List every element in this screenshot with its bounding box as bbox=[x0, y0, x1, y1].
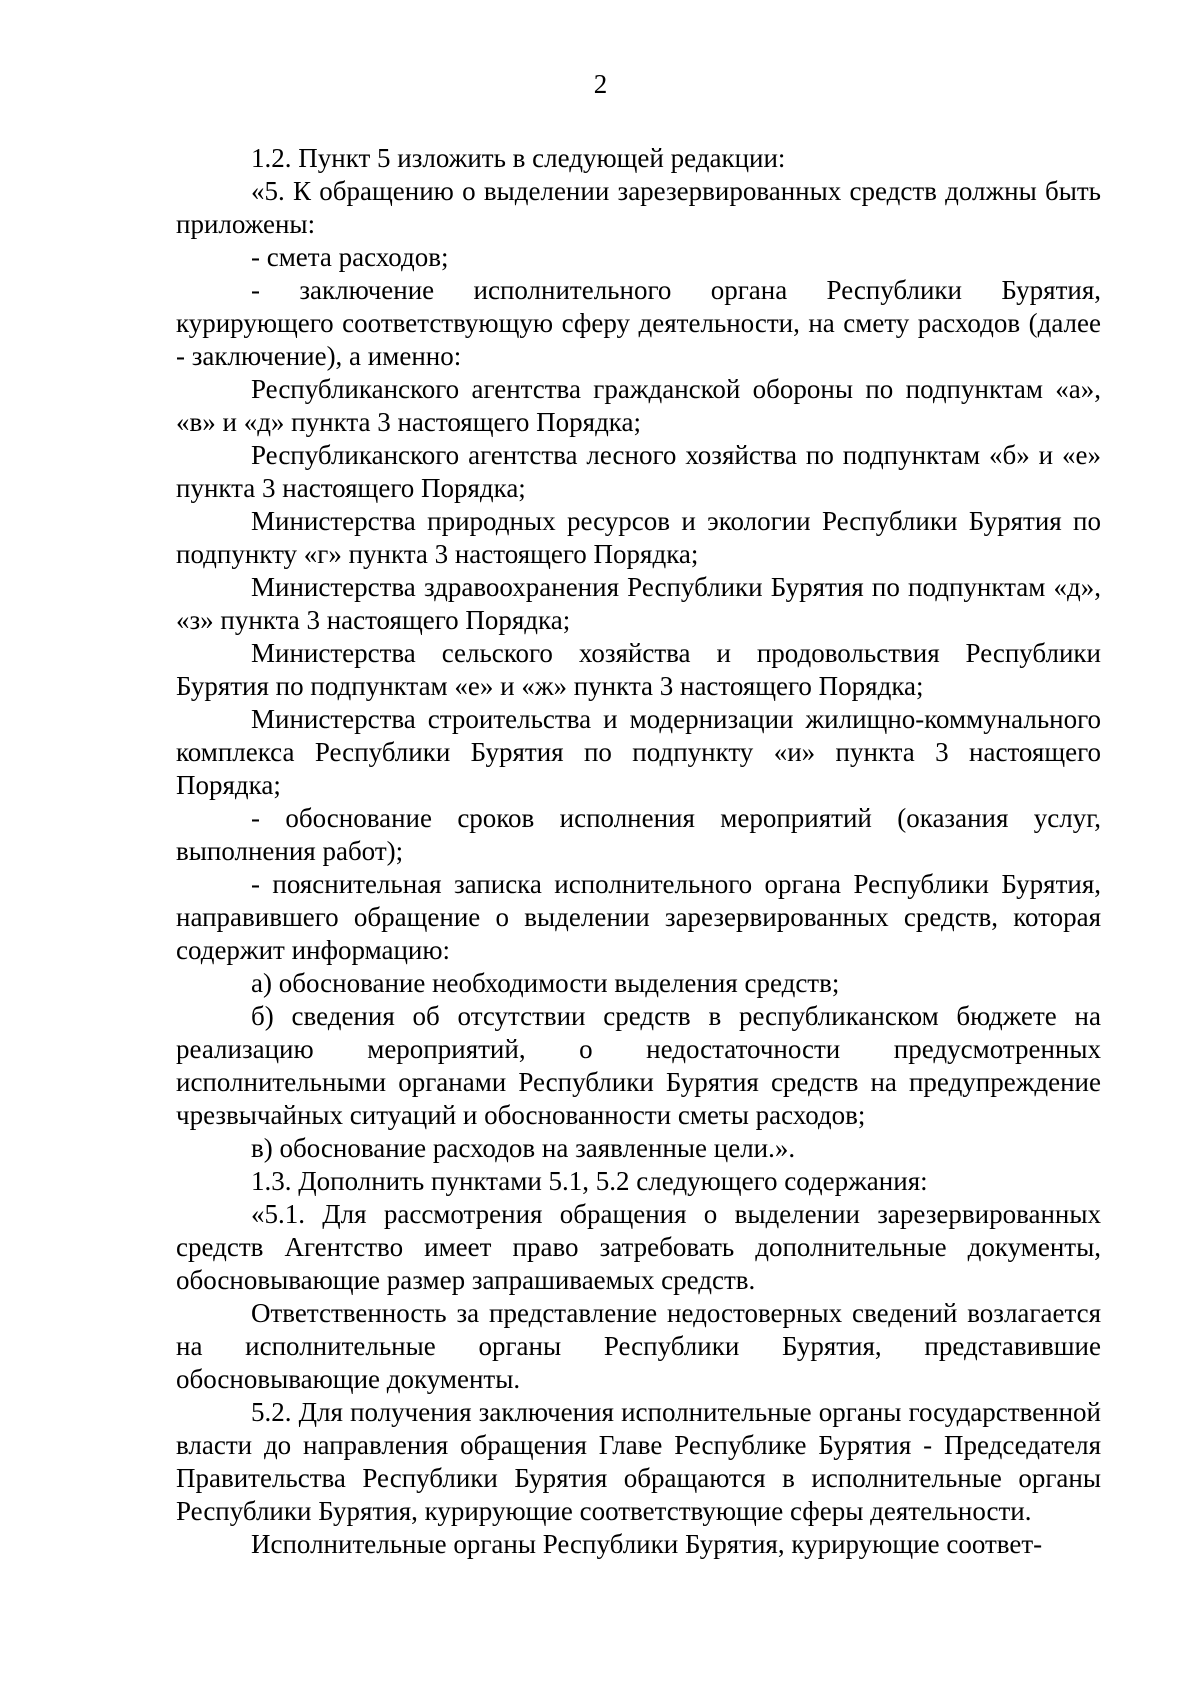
paragraph: 1.2. Пункт 5 изложить в следующей редакции: bbox=[251, 143, 786, 173]
paragraph: Ответственность за представление недостоверных сведений возлагается на исполнительные органы Республики Бурятия, представившие обосновывающие документы. bbox=[176, 1298, 1101, 1394]
paragraph: 5.2. Для получения заключения исполнительные органы государственной власти до направления обращения Главе Республике Бурятия - Председателя Правительства Республики Бурятия обращаются в исполнительные органы Республики Бурятия, курирующие соответствующие сферы деятельности. bbox=[176, 1397, 1101, 1526]
paragraph: а) обоснование необходимости выделения средств; bbox=[251, 968, 840, 998]
paragraph: - смета расходов; bbox=[251, 242, 449, 272]
page-number: 2 bbox=[593, 69, 608, 99]
paragraph: Министерства сельского хозяйства и продовольствия Республики Бурятия по подпунктам «е» и «ж» пункта 3 настоящего Порядка; bbox=[176, 638, 1101, 701]
paragraph: 1.3. Дополнить пунктами 5.1, 5.2 следующего содержания: bbox=[251, 1166, 928, 1196]
paragraph: Министерства здравоохранения Республики Бурятия по подпунктам «д», «з» пункта 3 настоящего Порядка; bbox=[176, 572, 1101, 635]
paragraph: - пояснительная записка исполнительного органа Республики Бурятия, направившего обращение о выделении зарезервированных средств, которая содержит информацию: bbox=[176, 869, 1101, 965]
paragraph: Министерства природных ресурсов и экологии Республики Бурятия по подпункту «г» пункта 3 настоящего Порядка; bbox=[176, 506, 1101, 569]
paragraph: Республиканского агентства гражданской обороны по подпунктам «а», «в» и «д» пункта 3 настоящего Порядка; bbox=[176, 374, 1101, 437]
paragraph: Республиканского агентства лесного хозяйства по подпунктам «б» и «е» пункта 3 настоящего Порядка; bbox=[176, 440, 1101, 503]
paragraph: - обоснование сроков исполнения мероприятий (оказания услуг, выполнения работ); bbox=[176, 803, 1101, 866]
paragraph: «5. К обращению о выделении зарезервированных средств должны быть приложены: bbox=[176, 176, 1101, 239]
paragraph: б) сведения об отсутствии средств в республиканском бюджете на реализацию мероприятий, о недостаточности предусмотренных исполнительными органами Республики Бурятия средств на предупреждение чрезвычайных ситуаций и обоснованности сметы расходов; bbox=[176, 1001, 1101, 1130]
document-body bbox=[176, 142, 1101, 1561]
paragraph: «5.1. Для рассмотрения обращения о выделении зарезервированных средств Агентство имеет право затребовать дополнительные документы, обосновывающие размер запрашиваемых средств. bbox=[176, 1199, 1101, 1295]
paragraph: Исполнительные органы Республики Бурятия, курирующие соответ- bbox=[251, 1529, 1043, 1559]
paragraph: Министерства строительства и модернизации жилищно-коммунального комплекса Республики Бурятия по подпункту «и» пункта 3 настоящего Порядка; bbox=[176, 704, 1101, 800]
paragraph: в) обоснование расходов на заявленные цели.». bbox=[251, 1133, 796, 1163]
paragraph: - заключение исполнительного органа Республики Бурятия, курирующего соответствующую сферу деятельности, на смету расходов (далее - заключение), а именно: bbox=[176, 275, 1101, 371]
